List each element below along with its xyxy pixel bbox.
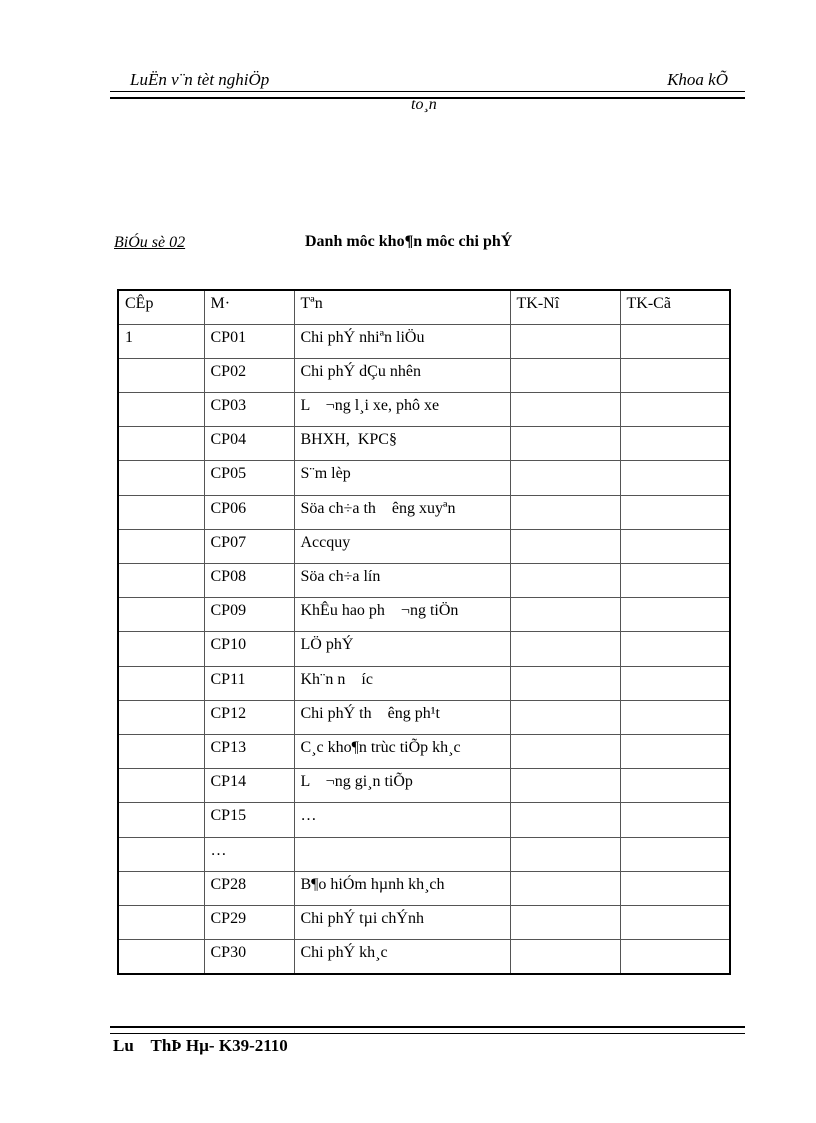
cell-debit <box>510 769 620 803</box>
cell-name: Chi phÝ th êng ph¹t <box>294 700 510 734</box>
cell-code: CP28 <box>204 871 294 905</box>
table-row <box>118 666 730 700</box>
cell-credit <box>620 358 730 392</box>
cell-level <box>118 905 204 939</box>
cell-credit <box>620 427 730 461</box>
table-row <box>118 734 730 768</box>
cell-level <box>118 803 204 837</box>
cell-level <box>118 734 204 768</box>
cell-level <box>118 837 204 871</box>
cell-credit <box>620 837 730 871</box>
cell-code: CP06 <box>204 495 294 529</box>
table-body <box>118 324 730 974</box>
cell-code: CP29 <box>204 905 294 939</box>
header-left-text: LuËn v¨n tèt nghiÖp <box>130 70 270 89</box>
cell-credit <box>620 632 730 666</box>
table-row <box>118 632 730 666</box>
cell-code: CP30 <box>204 940 294 974</box>
cell-code: CP04 <box>204 427 294 461</box>
footer-author: Lu ThÞ Hµ- K39-2110 <box>113 1036 288 1055</box>
cell-level <box>118 769 204 803</box>
header-right-text: Khoa kÕ <box>667 70 728 89</box>
cell-credit <box>620 871 730 905</box>
table-row <box>118 700 730 734</box>
table-header-row <box>118 290 730 324</box>
cell-code: CP12 <box>204 700 294 734</box>
table-row <box>118 598 730 632</box>
table-row <box>118 461 730 495</box>
cell-debit <box>510 803 620 837</box>
cell-debit <box>510 461 620 495</box>
cell-credit <box>620 734 730 768</box>
account-table <box>117 289 731 975</box>
table-row <box>118 427 730 461</box>
cell-debit <box>510 905 620 939</box>
cell-level: 1 <box>118 324 204 358</box>
cell-name: LÖ phÝ <box>294 632 510 666</box>
table-row <box>118 358 730 392</box>
cell-name: Chi phÝ kh¸c <box>294 940 510 974</box>
cell-name: Chi phÝ dÇu nhên <box>294 358 510 392</box>
cell-credit <box>620 529 730 563</box>
cell-code: CP01 <box>204 324 294 358</box>
cell-name: S¨m lèp <box>294 461 510 495</box>
cell-name: Söa ch÷a th êng xuyªn <box>294 495 510 529</box>
cell-level <box>118 427 204 461</box>
column-header-code: M· <box>204 290 294 324</box>
cell-name: Accquy <box>294 529 510 563</box>
cell-debit <box>510 358 620 392</box>
cell-level <box>118 461 204 495</box>
table-row <box>118 495 730 529</box>
table-row <box>118 803 730 837</box>
cell-name <box>294 837 510 871</box>
cell-debit <box>510 837 620 871</box>
cell-name: KhÊu hao ph ¬ng tiÖn <box>294 598 510 632</box>
cell-level <box>118 495 204 529</box>
cell-debit <box>510 564 620 598</box>
table-row <box>118 769 730 803</box>
cell-credit <box>620 495 730 529</box>
footer-rule <box>110 1026 745 1034</box>
cell-credit <box>620 803 730 837</box>
cell-name: Chi phÝ tµi chÝnh <box>294 905 510 939</box>
cell-name: … <box>294 803 510 837</box>
cell-level <box>118 940 204 974</box>
cell-debit <box>510 393 620 427</box>
cell-code: CP13 <box>204 734 294 768</box>
cell-credit <box>620 598 730 632</box>
cell-name: L ¬ng l¸i xe, phô xe <box>294 393 510 427</box>
cell-name: BHXH, KPC§ <box>294 427 510 461</box>
cell-name: Chi phÝ nhiªn liÖu <box>294 324 510 358</box>
cell-code: CP14 <box>204 769 294 803</box>
cell-code: CP08 <box>204 564 294 598</box>
cell-level <box>118 529 204 563</box>
cell-level <box>118 666 204 700</box>
cell-credit <box>620 905 730 939</box>
cell-credit <box>620 666 730 700</box>
cell-debit <box>510 734 620 768</box>
cell-code: CP05 <box>204 461 294 495</box>
table-row <box>118 324 730 358</box>
cell-level <box>118 564 204 598</box>
cell-debit <box>510 632 620 666</box>
cell-name: C¸c kho¶n trùc tiÕp kh¸c <box>294 734 510 768</box>
cell-credit <box>620 940 730 974</box>
table-row <box>118 905 730 939</box>
cell-credit <box>620 461 730 495</box>
cell-debit <box>510 324 620 358</box>
header-continuation-text: to¸n <box>411 96 437 113</box>
cell-level <box>118 871 204 905</box>
cell-credit <box>620 393 730 427</box>
cell-code: CP03 <box>204 393 294 427</box>
cell-code: CP07 <box>204 529 294 563</box>
cell-name: B¶o hiÓm hµnh kh¸ch <box>294 871 510 905</box>
column-header-level: CÊp <box>118 290 204 324</box>
column-header-debit: TK-Nî <box>510 290 620 324</box>
cell-code: CP09 <box>204 598 294 632</box>
cell-level <box>118 358 204 392</box>
cell-debit <box>510 940 620 974</box>
table-row <box>118 940 730 974</box>
cell-debit <box>510 529 620 563</box>
column-header-name: Tªn <box>294 290 510 324</box>
table-row <box>118 564 730 598</box>
table-row <box>118 871 730 905</box>
cell-code: CP15 <box>204 803 294 837</box>
cell-code: CP11 <box>204 666 294 700</box>
cell-debit <box>510 871 620 905</box>
cell-credit <box>620 700 730 734</box>
cell-credit <box>620 324 730 358</box>
cell-debit <box>510 427 620 461</box>
cell-debit <box>510 700 620 734</box>
cell-credit <box>620 769 730 803</box>
cell-name: Söa ch÷a lín <box>294 564 510 598</box>
cell-code: CP02 <box>204 358 294 392</box>
cell-name: L ¬ng gi¸n tiÕp <box>294 769 510 803</box>
exhibit-label: BiÓu sè 02 <box>114 234 186 251</box>
cell-level <box>118 700 204 734</box>
cell-level <box>118 598 204 632</box>
cell-code: CP10 <box>204 632 294 666</box>
cell-credit <box>620 564 730 598</box>
cell-debit <box>510 495 620 529</box>
table-row <box>118 393 730 427</box>
cell-code: … <box>204 837 294 871</box>
cell-level <box>118 393 204 427</box>
column-header-credit: TK-Cã <box>620 290 730 324</box>
cell-debit <box>510 598 620 632</box>
table-row <box>118 837 730 871</box>
cell-debit <box>510 666 620 700</box>
cell-name: Kh¨n n íc <box>294 666 510 700</box>
document-title: Danh môc kho¶n môc chi phÝ <box>305 233 513 250</box>
cell-level <box>118 632 204 666</box>
table-row <box>118 529 730 563</box>
